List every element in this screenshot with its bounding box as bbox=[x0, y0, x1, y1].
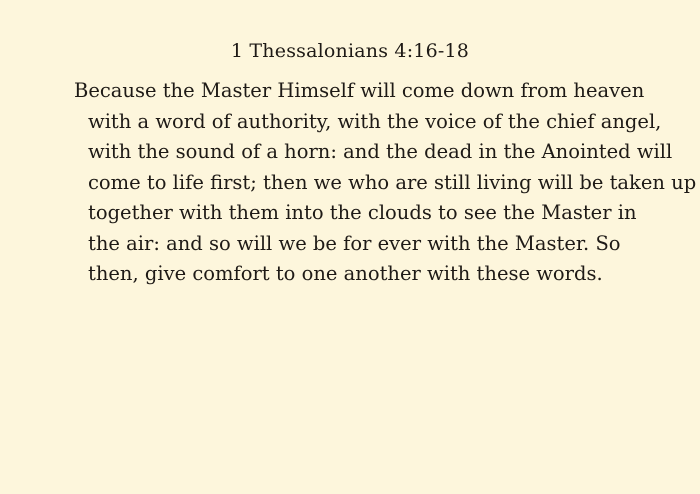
verse-line-7: then, give comfort to one another with these words. bbox=[88, 262, 603, 285]
verse-reference-title: 1 Thessalonians 4:16-18 bbox=[230, 40, 470, 62]
verse-line-2: with a word of authority, with the voice of the chief angel, bbox=[88, 109, 662, 133]
verse-line-1: Because the Master Himself will come down from heaven bbox=[74, 79, 645, 102]
verse-text bbox=[0, 76, 700, 290]
verse-line-3: with the sound of a horn: and the dead in the Anointed will bbox=[88, 140, 673, 163]
verse-line-5: together with them into the clouds to see the Master in bbox=[88, 201, 637, 224]
verse-line-6: the air: and so will we be for ever with the Master. So bbox=[88, 231, 621, 255]
verse-line-4: come to life first; then we who are still living will be taken up bbox=[88, 170, 697, 194]
